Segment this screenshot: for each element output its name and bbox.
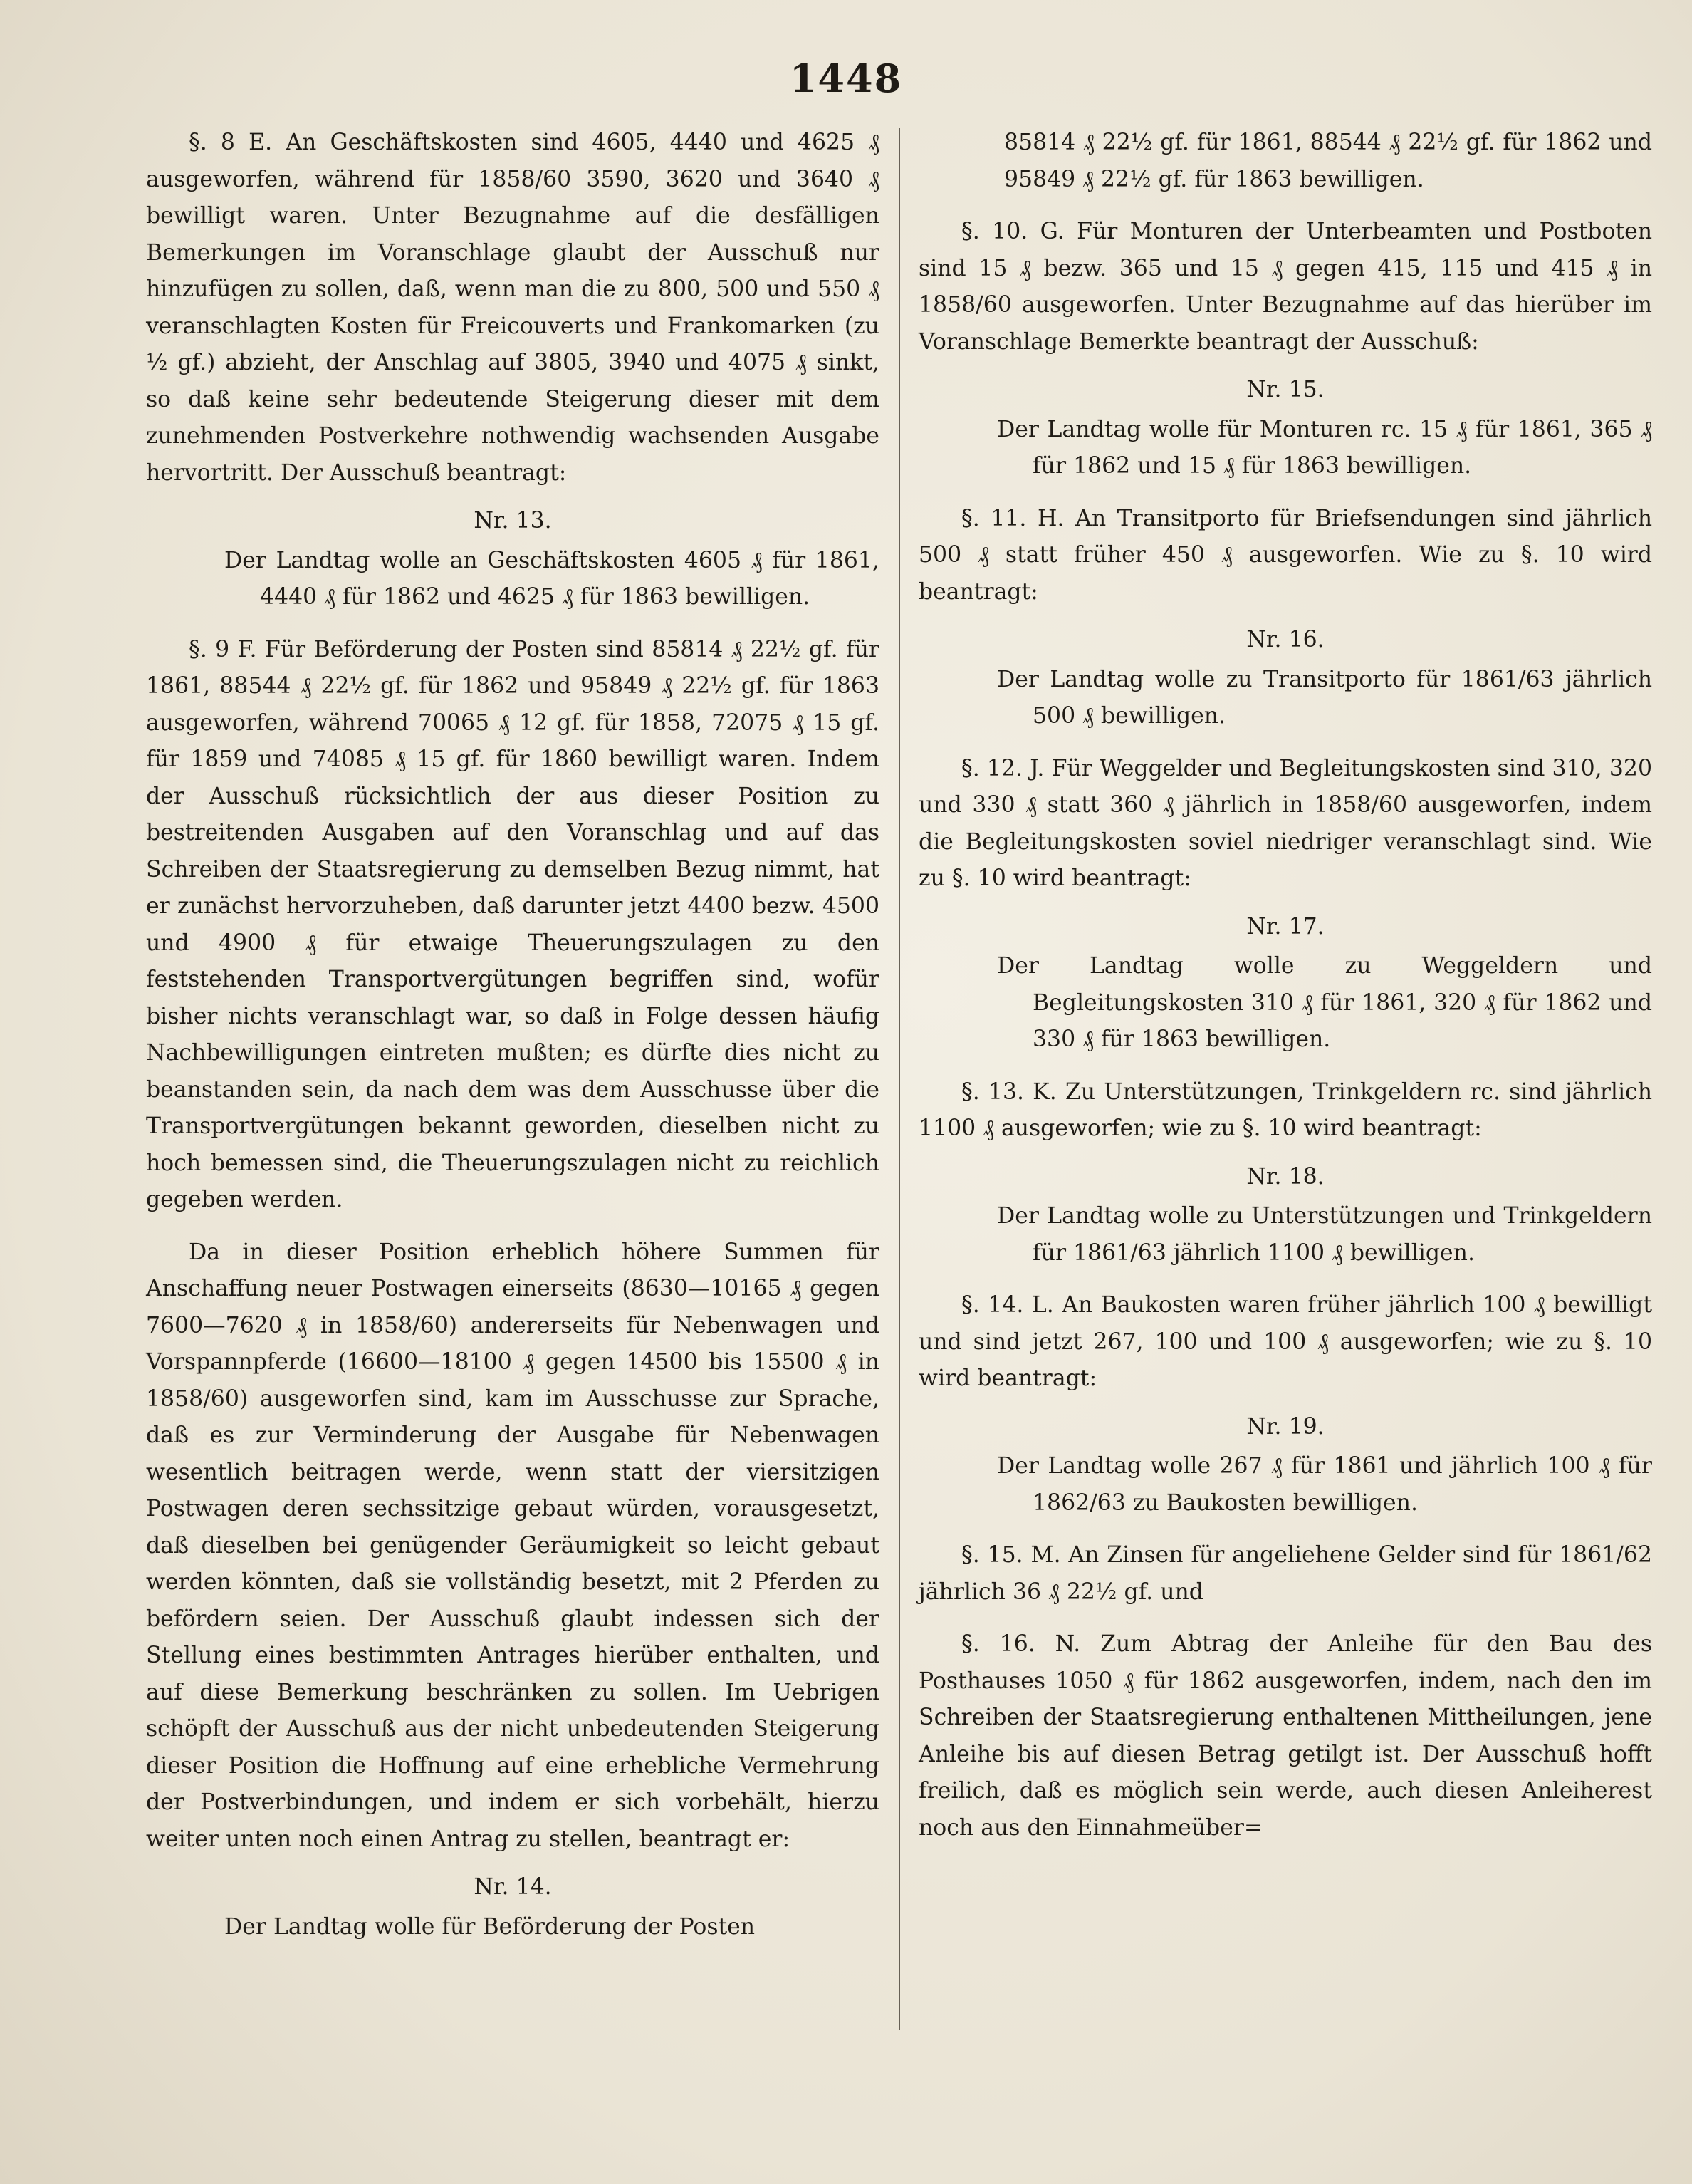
paragraph-12: §. 12. J. Für Weggelder und Begleitungskosten sind 310, 320 und 330 ₰ statt 360 ₰ jährlich in 1858/60 ausgeworfen, indem die Begleitungskosten soviel niedriger veranschlagt sind. Wie zu §. 10 wird beantragt: <box>919 755 1652 891</box>
paragraph-8: §. 8 E. An Geschäftskosten sind 4605, 4440 und 4625 ₰ ausgeworfen, während für 1858/60 3590, 3620 und 3640 ₰ bewilligt waren. Unter Bezugnahme auf die desfälligen Bemerkungen im Voranschlage glaubt der Ausschuß nur hinzufügen zu sollen, daß, wenn man die zu 800, 500 und 550 ₰ veranschlagten Kosten für Freicouverts und Frankomarken (zu ½ gf.) abzieht, der Anschlag auf 3805, 3940 und 4075 ₰ sinkt, so daß keine sehr bedeutende Steigerung dieser mit dem zunehmenden Postverkehre nothwendig wachsenden Ausgabe hervortritt. Der Ausschuß beantragt: <box>146 130 879 486</box>
motion-text-19: Der Landtag wolle 267 ₰ für 1861 und jährlich 100 ₰ für 1862/63 zu Baukosten bewilligen. <box>997 1453 1652 1516</box>
paragraph-9b: Da in dieser Position erheblich höhere Summen für Anschaffung neuer Postwagen einerseits (8630—10165 ₰ gegen 7600—7620 ₰ in 1858/60) andererseits für Nebenwagen und Vorspannpferde (16600—18100 ₰ gegen 14500 bis 15500 ₰ in 1858/60) ausgeworfen sind, kam im Ausschusse zur Sprache, daß es zur Verminderung der Ausgabe für Nebenwagen wesentlich beitragen werde, wenn statt der viersitzigen Postwagen deren sechssitzige gebaut würden, vorausgesetzt, daß dieselben bei genügender Geräumigkeit so leicht gebaut werden könnten, daß sie vollständig besetzt, mit 2 Pferden zu befördern seien. Der Ausschuß glaubt indessen sich der Stellung eines bestimmten Antrages hierüber enthalten, und auf diese Bemerkung beschränken zu sollen. Im Uebrigen schöpft der Ausschuß aus der nicht unbedeutenden Steigerung dieser Position die Hoffnung auf eine erhebliche Vermehrung der Postverbindungen, und indem er sich vorbehält, hierzu weiter unten noch einen Antrag zu stellen, beantragt er: <box>146 1239 879 1852</box>
motion-text-14-continued: 85814 ₰ 22½ gf. für 1861, 88544 ₰ 22½ gf. für 1862 und 95849 ₰ 22½ gf. für 1863 bewilligen. <box>1004 130 1652 192</box>
motion-text-14: Der Landtag wolle für Beförderung der Posten <box>224 1913 756 1940</box>
motion-heading-13: Nr. 13. <box>474 508 552 534</box>
motion-text-15: Der Landtag wolle für Monturen rc. 15 ₰ für 1861, 365 ₰ für 1862 und 15 ₰ für 1863 bewilligen. <box>997 416 1652 479</box>
motion-heading-15: Nr. 15. <box>1246 377 1325 402</box>
motion-text-13: Der Landtag wolle an Geschäftskosten 4605 ₰ für 1861, 4440 ₰ für 1862 und 4625 ₰ für 1863 bewilligen. <box>224 547 879 610</box>
motion-heading-18: Nr. 18. <box>1246 1163 1325 1190</box>
motion-heading-17: Nr. 17. <box>1246 913 1325 940</box>
motion-heading-14: Nr. 14. <box>474 1874 552 1900</box>
right-column <box>919 125 1652 1846</box>
paragraph-13: §. 13. K. Zu Unterstützungen, Trinkgeldern rc. sind jährlich 1100 ₰ ausgeworfen; wie zu §. 10 wird beantragt: <box>919 1078 1652 1141</box>
paragraph-10: §. 10. G. Für Monturen der Unterbeamten und Postboten sind 15 ₰ bezw. 365 und 15 ₰ gegen 415, 115 und 415 ₰ in 1858/60 ausgeworfen. Unter Bezugnahme auf das hierüber im Voranschlage Bemerkte beantragt der Ausschuß: <box>919 219 1652 355</box>
motion-text-17: Der Landtag wolle zu Weggeldern und Begleitungskosten 310 ₰ für 1861, 320 ₰ für 1862 und 330 ₰ für 1863 bewilligen. <box>997 953 1652 1052</box>
motion-text-18: Der Landtag wolle zu Unterstützungen und Trinkgeldern für 1861/63 jährlich 1100 ₰ bewilligen. <box>997 1203 1652 1266</box>
motion-heading-16: Nr. 16. <box>1246 627 1325 652</box>
paragraph-11: §. 11. H. An Transitporto für Briefsendungen sind jährlich 500 ₰ statt früher 450 ₰ ausgeworfen. Wie zu §. 10 wird beantragt: <box>919 505 1652 605</box>
paragraph-16: §. 16. N. Zum Abtrag der Anleihe für den Bau des Posthauses 1050 ₰ für 1862 ausgeworfen, indem, nach den im Schreiben der Staatsregierung enthaltenen Mittheilungen, jene Anleihe bis auf diesen Betrag getilgt ist. Der Ausschuß hofft freilich, daß es möglich sein werde, auch diesen Anleiherest noch aus den Einnahmeüber= <box>919 1631 1652 1841</box>
motion-heading-19: Nr. 19. <box>1246 1413 1325 1440</box>
column-divider <box>899 128 900 2030</box>
page-number: 1448 <box>789 56 903 101</box>
paragraph-14: §. 14. L. An Baukosten waren früher jährlich 100 ₰ bewilligt und sind jetzt 267, 100 und 100 ₰ ausgeworfen; wie zu §. 10 wird beantragt: <box>919 1292 1652 1391</box>
left-column <box>146 125 879 1961</box>
paragraph-9: §. 9 F. Für Beförderung der Posten sind 85814 ₰ 22½ gf. für 1861, 88544 ₰ 22½ gf. für 1862 und 95849 ₰ 22½ gf. für 1863 ausgeworfen, während 70065 ₰ 12 gf. für 1858, 72075 ₰ 15 gf. für 1859 und 74085 ₰ 15 gf. für 1860 bewilligt waren. Indem der Ausschuß rücksichtlich der aus dieser Position zu bestreitenden Ausgaben auf den Voranschlag und auf das Schreiben der Staatsregierung zu demselben Bezug nimmt, hat er zunächst hervorzuheben, daß darunter jetzt 4400 bezw. 4500 und 4900 ₰ für etwaige Theuerungszulagen zu den feststehenden Transportvergütungen begriffen sind, wofür bisher nichts veranschlagt war, so daß in Folge dessen häufig Nachbewilligungen eintreten mußten; es dürfte dies nicht zu beanstanden sein, da nach dem was dem Ausschusse über die Transportvergütungen bekannt geworden, dieselben nicht zu hoch bemessen sind, die Theuerungszulagen nicht zu reichlich gegeben werden. <box>146 636 879 1212</box>
motion-text-16: Der Landtag wolle zu Transitporto für 1861/63 jährlich 500 ₰ bewilligen. <box>997 666 1652 729</box>
paragraph-15: §. 15. M. An Zinsen für angeliehene Gelder sind für 1861/62 jährlich 36 ₰ 22½ gf. und <box>919 1542 1652 1605</box>
